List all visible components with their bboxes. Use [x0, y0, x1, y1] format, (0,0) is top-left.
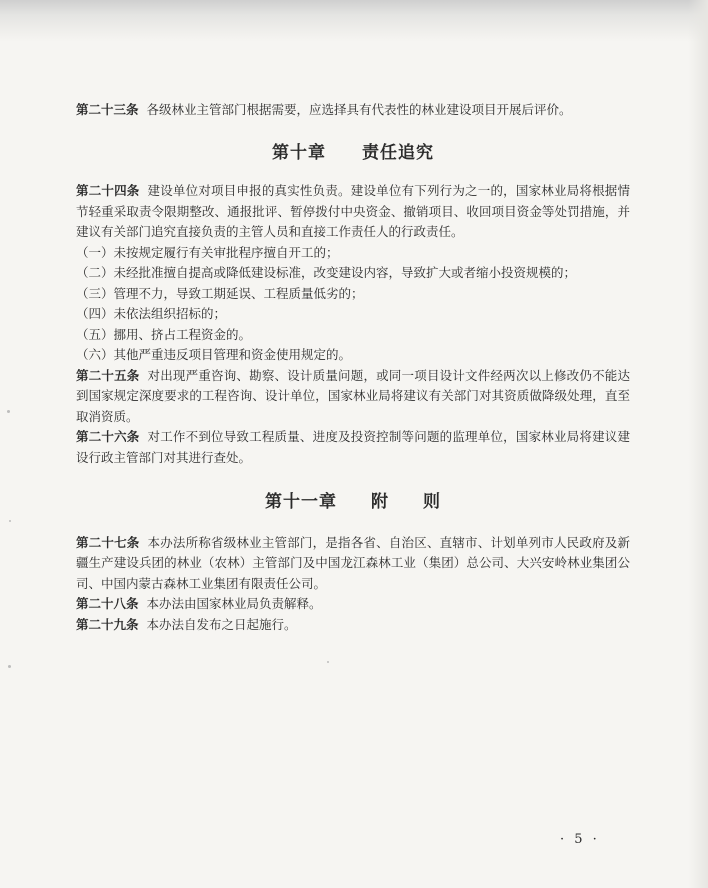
article-28 — [76, 594, 630, 615]
chapter-11-heading — [76, 492, 630, 513]
chapter-10-heading — [76, 143, 630, 164]
list-item: （四）未依法组织招标的； — [76, 306, 227, 321]
document-page — [76, 100, 630, 635]
scan-speck — [327, 661, 329, 663]
chapter-number: 第十一章 — [265, 492, 337, 512]
list-item: （一）未按规定履行有关审批程序擅自开工的； — [76, 244, 339, 260]
list-item: （六）其他严重违反项目管理和资金使用规定的。 — [76, 347, 352, 362]
list-item: （五）挪用、挤占工程资金的。 — [76, 326, 252, 342]
article-text: 本办法由国家林业局负责解释。 — [146, 596, 322, 611]
scan-speck — [8, 665, 11, 668]
scan-speck — [9, 520, 11, 522]
article-number: 第二十五条 — [76, 367, 140, 383]
scan-speck — [7, 410, 10, 413]
article-text: 建设单位对项目申报的真实性负责。建设单位有下列行为之一的，国家林业局将根据情节轻重采取责令限期整改、通报批评、暂停拨付中央资金、撤销项目、收回项目资金等处罚措施，并建议有关部门追究直接负责的主管人员和直接工作责任人的行政责任。 — [76, 183, 630, 239]
article-25 — [76, 366, 630, 428]
list-item: （二）未经批准擅自提高或降低建设标准，改变建设内容，导致扩大或者缩小投资规模的； — [76, 265, 577, 280]
article-number: 第二十七条 — [76, 534, 140, 550]
article-text: 本办法自发布之日起施行。 — [146, 616, 297, 632]
article-number: 第二十九条 — [76, 616, 139, 632]
article-27 — [76, 533, 630, 595]
chapter-number: 第十章 — [272, 142, 326, 163]
article-number: 第二十四条 — [76, 183, 140, 198]
article-text: 各级林业主管部门根据需要，应选择具有代表性的林业建设项目开展后评价。 — [146, 102, 572, 117]
article-text: 本办法所称省级林业主管部门，是指各省、自治区、直辖市、计划单列市人民政府及新疆生产建设兵团的林业（农林）主管部门及中国龙江森林工业（集团）总公司、大兴安岭林业集团公司、中国内蒙古森林工业集团有限责任公司。 — [76, 534, 630, 591]
page-number: · 5 · — [560, 832, 600, 847]
chapter-title: 责任追究 — [362, 142, 434, 163]
article-number: 第二十八条 — [76, 596, 139, 611]
scan-edge-shadow — [688, 0, 708, 888]
scan-shadow-band — [0, 0, 708, 42]
chapter-title-part: 则 — [423, 492, 441, 512]
article-text: 对工作不到位导致工程质量、进度及投资控制等问题的监理单位，国家林业局将建议建设行政主管部门对其进行查处。 — [76, 429, 630, 465]
article-29 — [76, 615, 630, 636]
article-23 — [76, 100, 630, 121]
article-24 — [76, 181, 630, 243]
article-number: 第二十三条 — [76, 102, 139, 117]
article-number: 第二十六条 — [76, 429, 140, 444]
list-item: （三）管理不力，导致工期延误、工程质量低劣的； — [76, 285, 364, 301]
chapter-title-part: 附 — [371, 492, 389, 512]
article-26 — [76, 427, 630, 468]
article-text: 对出现严重咨询、勘察、设计质量问题，或同一项目设计文件经两次以上修改仍不能达到国家规定深度要求的工程咨询、设计单位，国家林业局将建议有关部门对其资质做降级处理，直至取消资质。 — [76, 367, 630, 424]
